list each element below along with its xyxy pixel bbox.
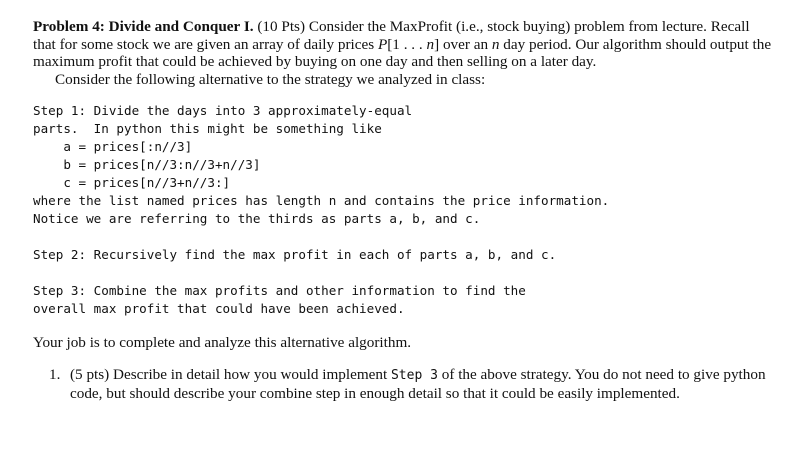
- step-1-block: [33, 102, 773, 228]
- step-3-block: [33, 282, 773, 318]
- question-code: Step 3: [390, 367, 438, 383]
- question-text-b: of the above strategy. You do not need to give python code, but should describe your combine step in enough detail so that it could be easily implemented.: [70, 365, 766, 402]
- problem-heading: Problem 4: Divide and Conquer I.: [33, 18, 254, 35]
- problem-points: (10 Pts): [257, 18, 306, 35]
- array-range: [1 . . .: [387, 35, 427, 53]
- problem-intro-c: day period. Our algorithm should output the maximum profit that could be achieved by buying on one day and then selling on a later day.: [33, 35, 772, 71]
- step-3-line: Step 3: Combine the max profits and other information to find the: [33, 283, 526, 299]
- step-1-line: parts. In python this might be something like: [33, 121, 382, 137]
- step-2-line: Step 2: Recursively find the max profit in each of parts a, b, and c.: [33, 247, 557, 263]
- problem-document: [33, 18, 773, 402]
- code-line-c: c = prices[n//3+n//3:]: [33, 175, 231, 191]
- code-line-a: a = prices[:n//3]: [33, 139, 193, 155]
- n-variable: n: [491, 35, 500, 53]
- question-text-a: (5 pts) Describe in detail how you would implement: [70, 365, 391, 383]
- task-line: Your job is to complete and analyze this alternative algorithm.: [33, 334, 412, 352]
- consider-line: Consider the following alternative to the strategy we analyzed in class:: [55, 70, 486, 88]
- step-3-line: overall max profit that could have been achieved.: [33, 301, 405, 317]
- question-number: 1.: [49, 365, 61, 383]
- array-n: n: [426, 35, 435, 53]
- array-close: ]: [434, 35, 440, 53]
- problem-statement: [33, 18, 773, 71]
- array-variable: P: [377, 35, 388, 53]
- question-item: [33, 366, 773, 402]
- problem-intro-b: over an: [439, 35, 492, 53]
- step-1-line: Notice we are referring to the thirds as parts a, b, and c.: [33, 211, 481, 227]
- code-line-b: b = prices[n//3:n//3+n//3]: [33, 157, 261, 173]
- step-1-line: where the list named prices has length n and contains the price information.: [33, 193, 610, 209]
- problem-intro-a: Consider the MaxProfit (i.e., stock buying) problem from lecture. Recall that for some stock we are given an array of daily prices: [33, 18, 750, 53]
- step-1-line: Step 1: Divide the days into 3 approximately-equal: [33, 103, 413, 119]
